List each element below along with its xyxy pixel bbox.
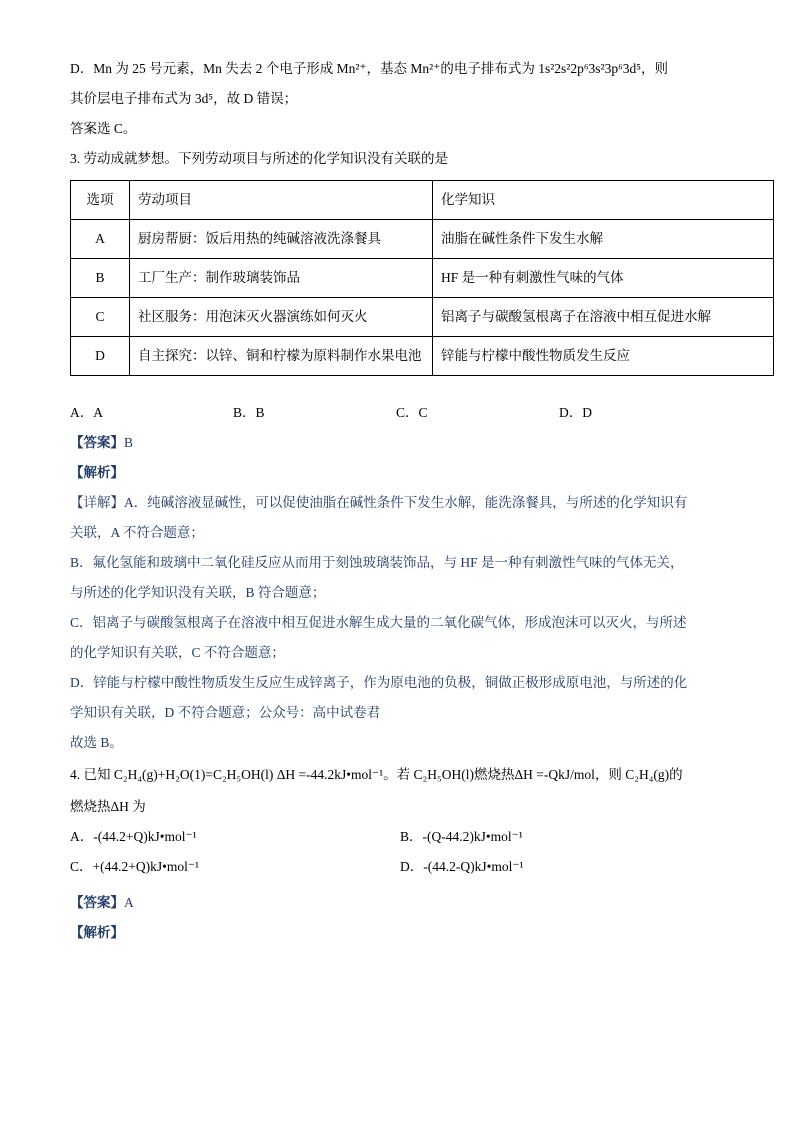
detail-line-4: 与所述的化学知识没有关联，B 符合题意； [70, 585, 326, 600]
answer-value: B [124, 435, 134, 450]
table-cell-knowledge: 锌能与柠檬中酸性物质发生反应 [433, 337, 774, 376]
analysis-tag: 【解析】 [70, 465, 124, 480]
option-d[interactable]: D．D [559, 405, 592, 420]
table-header-cell-option: 选项 [71, 181, 130, 220]
answer-tag: 【答案】 [70, 895, 124, 910]
detail-line-8: 学知识有关联，D 不符合题意；公众号：高中试卷君 [70, 705, 381, 720]
table-cell-option: C [71, 298, 130, 337]
answer-value: A [124, 895, 134, 910]
option-a[interactable]: A．A [70, 405, 103, 420]
option-d[interactable]: D．-(44.2-Q)kJ•mol⁻¹ [400, 859, 524, 874]
table-cell-labor: 工厂生产：制作玻璃装饰品 [130, 259, 433, 298]
question-3-table [70, 180, 774, 376]
table-cell-option: B [71, 259, 130, 298]
detail-line-9: 故选 B。 [70, 735, 123, 750]
question-4-answer [70, 888, 724, 918]
table-row [71, 259, 774, 298]
page-content [70, 54, 724, 948]
table-header-cell-labor: 劳动项目 [130, 181, 433, 220]
question-3-answer [70, 428, 724, 458]
table-cell-knowledge: 铝离子与碳酸氢根离子在溶液中相互促进水解 [433, 298, 774, 337]
table-header-row [71, 181, 774, 220]
option-a[interactable]: A．-(44.2+Q)kJ•mol⁻¹ [70, 829, 197, 844]
option-b[interactable]: B．B [233, 405, 265, 420]
table-cell-option: D [71, 337, 130, 376]
table-cell-option: A [71, 220, 130, 259]
option-c[interactable]: C．+(44.2+Q)kJ•mol⁻¹ [70, 859, 200, 874]
solution-line-3: 答案选 C。 [70, 121, 137, 136]
option-b[interactable]: B．-(Q-44.2)kJ•mol⁻¹ [400, 829, 523, 844]
question-4-analysis-tag [70, 918, 724, 948]
table-cell-labor: 社区服务：用泡沫灭火器演练如何灭火 [130, 298, 433, 337]
detail-line-2: 关联，A 不符合题意； [70, 525, 204, 540]
detail-line-6: 的化学知识有关联，C 不符合题意； [70, 645, 285, 660]
table-row [71, 298, 774, 337]
question-3-stem: 3. 劳动成就梦想。下列劳动项目与所述的化学知识没有关联的是 [70, 151, 448, 166]
detail-line-3: B．氟化氢能和玻璃中二氧化硅反应从而用于刻蚀玻璃装饰品，与 HF 是一种有刺激性气味的气体无关， [70, 555, 684, 570]
solution-line-1: D．Mn 为 25 号元素，Mn 失去 2 个电子形成 Mn²⁺，基态 Mn²⁺的电子排布式为 1s²2s²2p⁶3s²3p⁶3d⁵，则 [70, 61, 669, 76]
detail-line-7: D．锌能与柠檬中酸性物质发生反应生成锌离子，作为原电池的负极，铜做正极形成原电池，与所述的化 [70, 675, 688, 690]
answer-tag: 【答案】 [70, 435, 124, 450]
question-4-stem-line2: 燃烧热ΔH 为 [70, 799, 146, 814]
solution-line-2: 其价层电子排布式为 3d⁵，故 D 错误； [70, 91, 298, 106]
table-header-cell-knowledge: 化学知识 [433, 181, 774, 220]
table-cell-labor: 自主探究：以锌、铜和柠檬为原料制作水果电池 [130, 337, 433, 376]
question-3-options [70, 398, 724, 428]
analysis-tag: 【解析】 [70, 925, 124, 940]
table-cell-knowledge: HF 是一种有刺激性气味的气体 [433, 259, 774, 298]
detail-line-5: C．铝离子与碳酸氢根离子在溶液中相互促进水解生成大量的二氧化碳气体，形成泡沫可以灭火，与所述 [70, 615, 687, 630]
question-4-options-row-2 [70, 852, 724, 882]
detail-line-1: 【详解】A．纯碱溶液显碱性，可以促使油脂在碱性条件下发生水解，能洗涤餐具，与所述的化学知识有 [70, 495, 688, 510]
table-cell-labor: 厨房帮厨：饭后用热的纯碱溶液洗涤餐具 [130, 220, 433, 259]
table-row [71, 337, 774, 376]
table-row [71, 220, 774, 259]
question-3-analysis-tag [70, 458, 724, 488]
option-c[interactable]: C．C [396, 405, 428, 420]
question-4-stem-line1: 4. 已知 C₂H₄(g)+H₂O(1)=C₂H₅OH(l) ΔH =-44.2kJ•mol⁻¹。若 C₂H₅OH(l)燃烧热ΔH =-QkJ/mol，则 C₂H₄(g)的 [70, 767, 683, 782]
table-cell-knowledge: 油脂在碱性条件下发生水解 [433, 220, 774, 259]
question-4-options-row-1 [70, 822, 724, 852]
